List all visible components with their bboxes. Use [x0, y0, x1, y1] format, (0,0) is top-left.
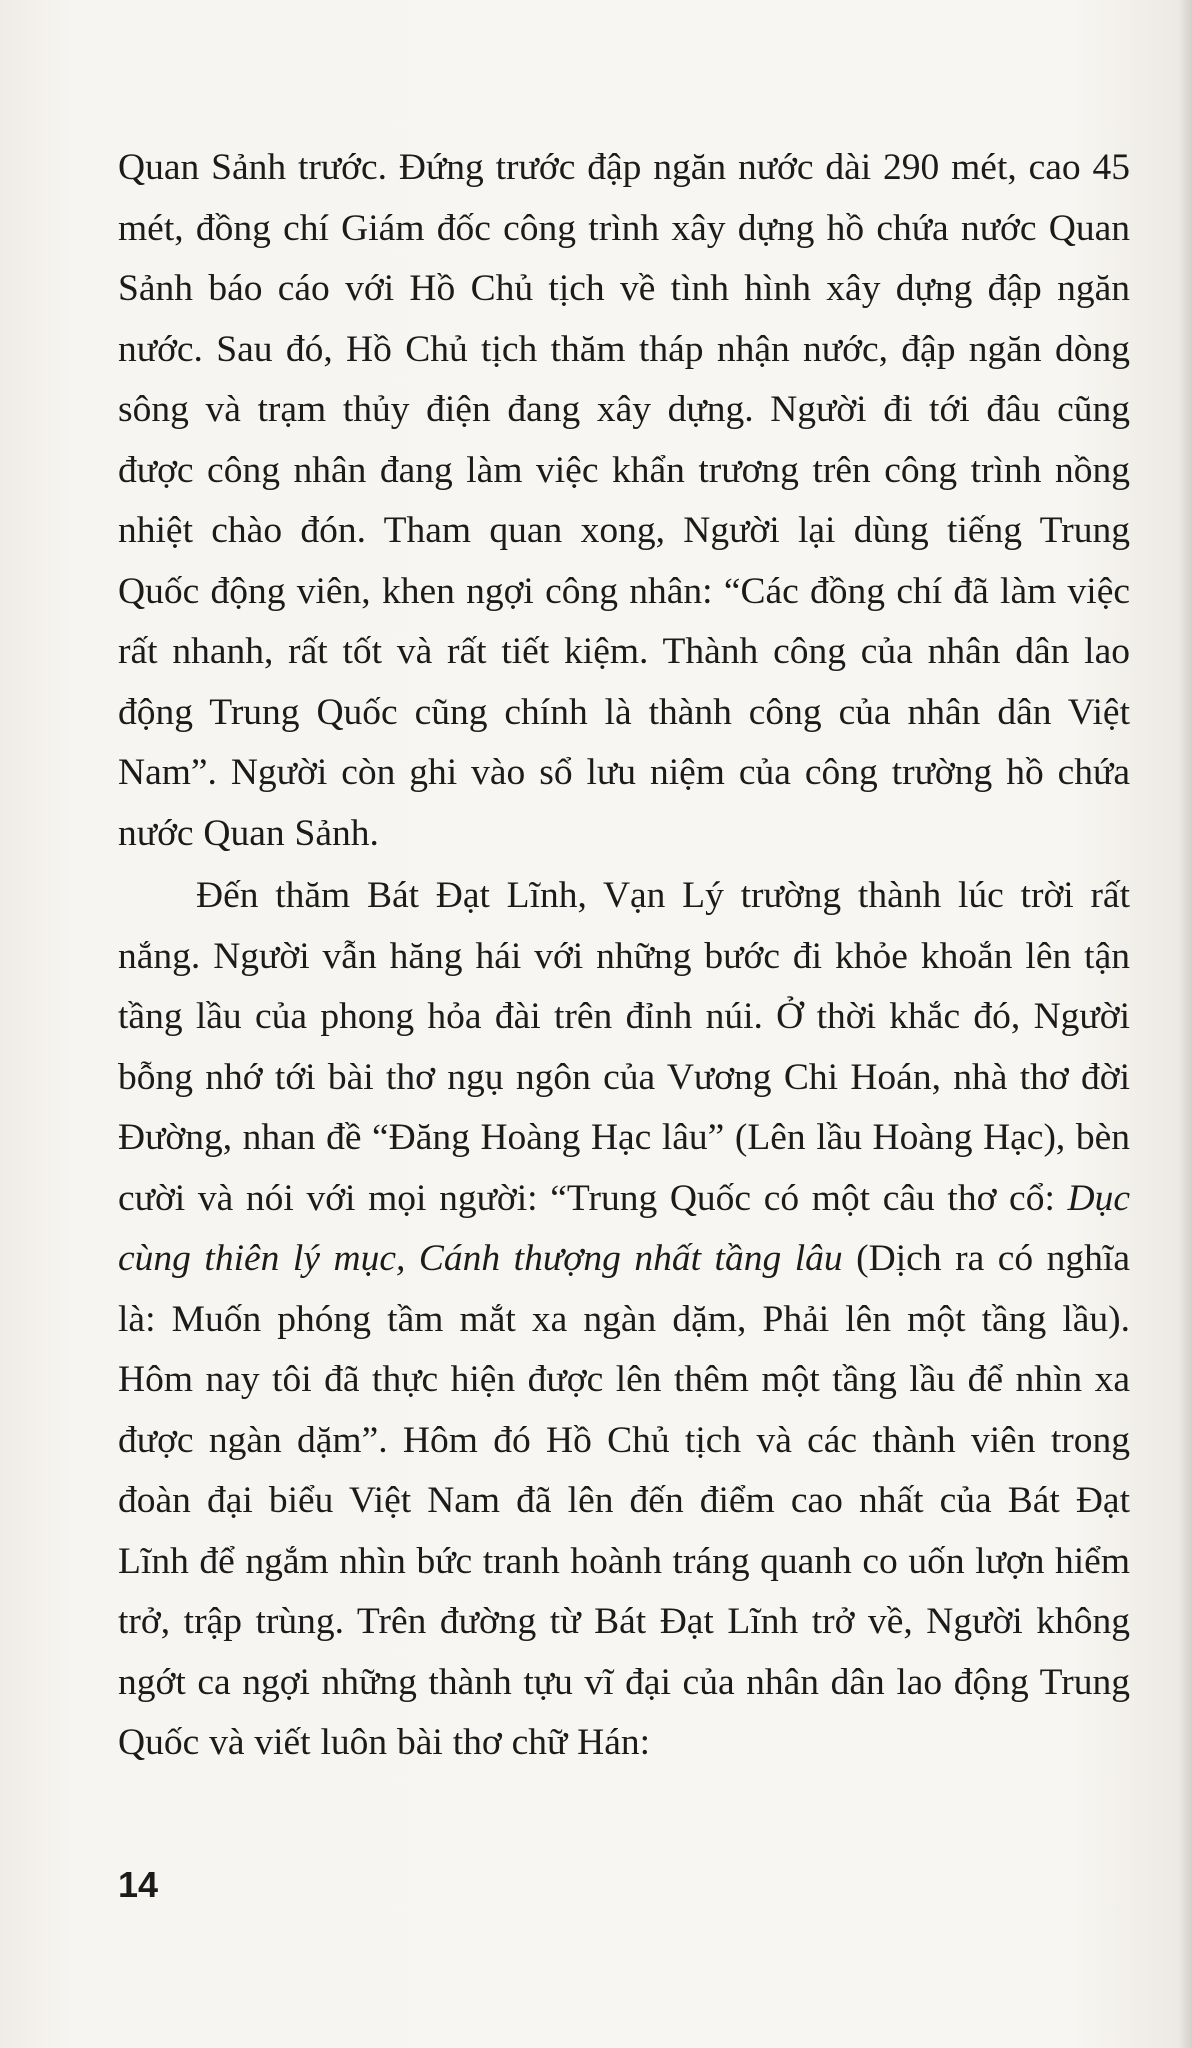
paragraph-2-part-2: (Dịch ra có nghĩa là: Muốn phóng tầm mắt xa ngàn dặm, Phải lên một tầng lầu). Hôm nay tôi đã thực hiện được lên thêm một tầng lầu để nhìn xa được ngàn dặm”. Hôm đó Hồ Chủ tịch và các thành viên trong đoàn đại biểu Việt Nam đã lên đến điểm cao nhất của Bát Đạt Lĩnh để ngắm nhìn bức tranh hoành tráng quanh co uốn lượn hiểm trở, trập trùng. Trên đường từ Bát Đạt Lĩnh trở về, Người không ngớt ca ngợi những thành tựu vĩ đại của nhân dân lao động Trung Quốc và viết luôn bài thơ chữ Hán: [118, 1238, 1130, 1763]
body-text [118, 138, 1130, 1774]
paragraph-1: Quan Sảnh trước. Đứng trước đập ngăn nước dài 290 mét, cao 45 mét, đồng chí Giám đốc công trình xây dựng hồ chứa nước Quan Sảnh báo cáo với Hồ Chủ tịch về tình hình xây dựng đập ngăn nước. Sau đó, Hồ Chủ tịch thăm tháp nhận nước, đập ngăn dòng sông và trạm thủy điện đang xây dựng. Người đi tới đâu cũng được công nhân đang làm việc khẩn trương trên công trình nồng nhiệt chào đón. Tham quan xong, Người lại dùng tiếng Trung Quốc động viên, khen ngợi công nhân: “Các đồng chí đã làm việc rất nhanh, rất tốt và rất tiết kiệm. Thành công của nhân dân lao động Trung Quốc cũng chính là thành công của nhân dân Việt Nam”. Người còn ghi vào sổ lưu niệm của công trường hồ chứa nước Quan Sảnh. [118, 147, 1130, 854]
page-edge-shadow [1178, 0, 1192, 2048]
paragraph-2 [118, 866, 1130, 1774]
paragraph-2-part-1: Đến thăm Bát Đạt Lĩnh, Vạn Lý trường thành lúc trời rất nắng. Người vẫn hăng hái với những bước đi khỏe khoắn lên tận tầng lầu của phong hỏa đài trên đỉnh núi. Ở thời khắc đó, Người bỗng nhớ tới bài thơ ngụ ngôn của Vương Chi Hoán, nhà thơ đời Đường, nhan đề “Đăng Hoàng Hạc lâu” (Lên lầu Hoàng Hạc), bèn cười và nói với mọi người: “Trung Quốc có một câu thơ cổ: [118, 875, 1130, 1219]
paragraph-2-italic-verse: Dục cùng thiên lý mục, Cánh thượng nhất tầng lâu [118, 1177, 1130, 1279]
page-number: 14 [118, 1864, 159, 1905]
